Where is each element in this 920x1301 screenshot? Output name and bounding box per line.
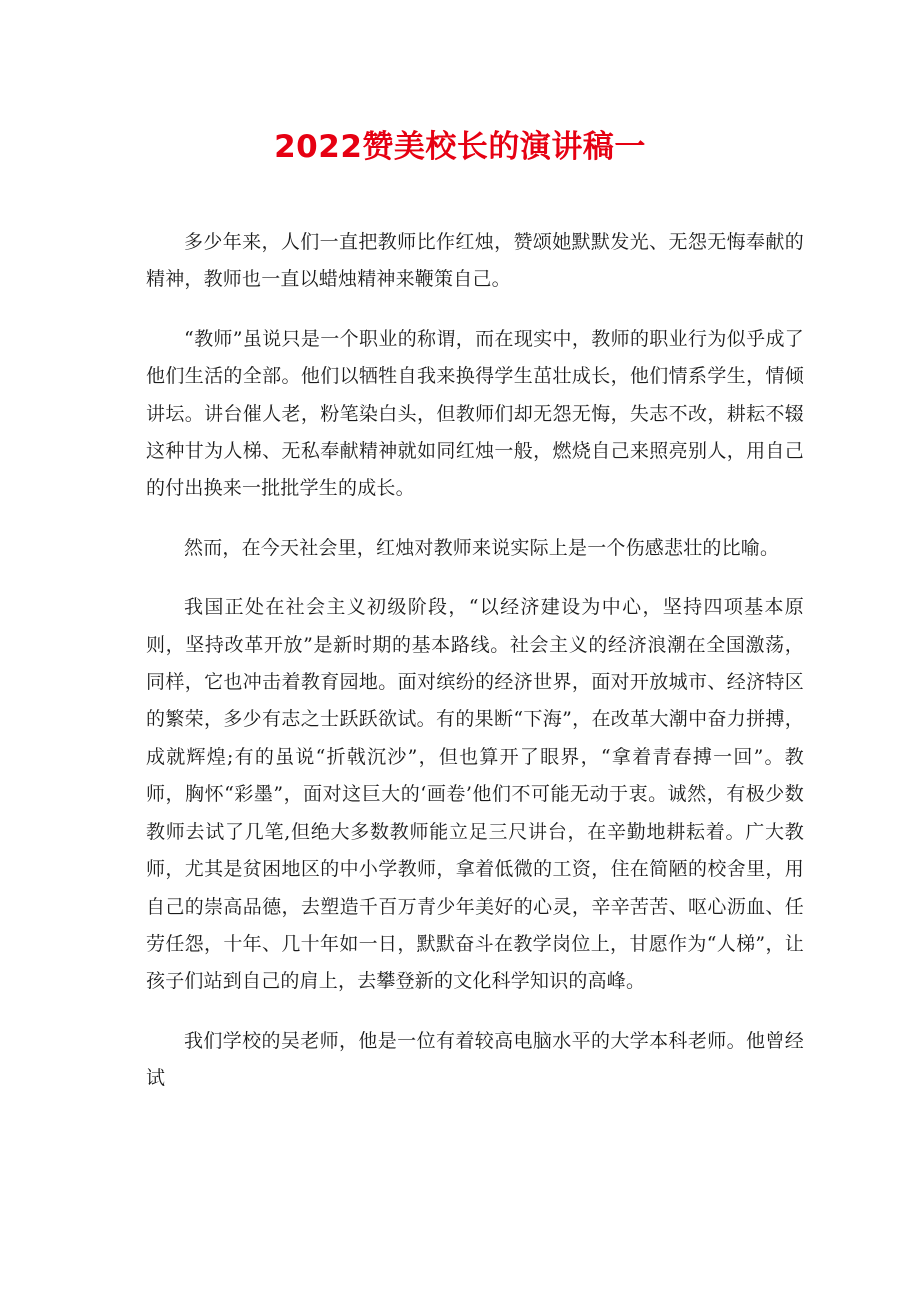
paragraph-3: 然而，在今天社会里，红烛对教师来说实际上是一个伤感悲壮的比喻。 [184,536,780,559]
document-body [146,224,804,1120]
document-title: 2022赞美校长的演讲稿一 [274,129,646,165]
paragraph-5: 我们学校的吴老师，他是一位有着较高电脑水平的大学本科老师。他曾经试 [146,1029,804,1090]
paragraph-2: “教师”虽说只是一个职业的称谓，而在现实中，教师的职业行为似乎成了他们生活的全部。他们以牺牲自我来换得学生茁壮成长，他们情系学生，情倾讲坛。讲台催人老，粉笔染白头，但教师们却无怨无悔，失志不改，耕耘不辍这种甘为人梯、无私奉献精神就如同红烛一般，燃烧自己来照亮别人，用自己的付出换来一批批学生的成长。 [146,327,804,500]
paragraph-1: 多少年来，人们一直把教师比作红烛，赞颂她默默发光、无怨无悔奉献的精神，教师也一直以蜡烛精神来鞭策自己。 [146,231,804,291]
paragraph-4: 我国正处在社会主义初级阶段，“以经济建设为中心，坚持四项基本原则，坚持改革开放”是新时期的基本路线。社会主义的经济浪潮在全国激荡，同样，它也冲击着教育园地。面对缤纷的经济世界，面对开放城市、经济特区的繁荣，多少有志之士跃跃欲试。有的果断“下海”，在改革大潮中奋力拼搏，成就辉煌;有的虽说“折戟沉沙”，但也算开了眼界，“拿着青春搏一回”。教师，胸怀“彩墨”，面对这巨大的‘画卷’他们不可能无动于衷。诚然，有极少数教师去试了几笔,但绝大多数教师能立足三尺讲台，在辛勤地耕耘着。广大教师，尤其是贫困地区的中小学教师，拿着低微的工资，住在简陋的校舍里，用自己的崇高品德，去塑造千百万青少年美好的心灵，辛辛苦苦、呕心沥血、任劳任怨，十年、几十年如一日，默默奋斗在教学岗位上，甘愿作为“人梯”，让孩子们站到自己的肩上，去攀登新的文化科学知识的高峰。 [146,596,804,993]
